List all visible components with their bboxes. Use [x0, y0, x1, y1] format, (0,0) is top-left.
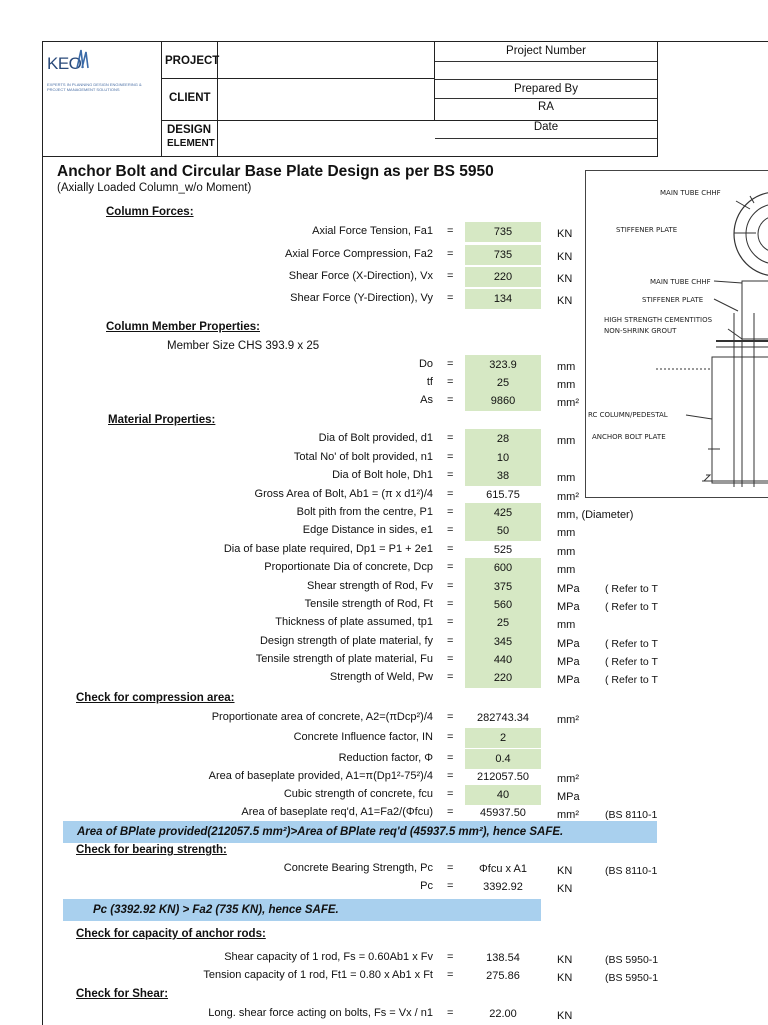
row-reference: ( Refer to T	[605, 583, 658, 595]
row-unit: mm, (Diameter)	[557, 509, 634, 521]
row-equals: =	[447, 376, 454, 388]
row-label: Long. shear force acting on bolts, Fs = Vx / n1	[208, 1007, 433, 1019]
row-unit: mm²	[557, 809, 579, 821]
row-equals: =	[447, 711, 454, 723]
row-unit: MPa	[557, 601, 580, 613]
row-equals: =	[447, 598, 454, 610]
row-computed-value: 615.75	[486, 489, 520, 501]
row-input-value[interactable]: 735	[465, 222, 541, 242]
calculation-sheet	[42, 41, 768, 1025]
row-equals: =	[447, 524, 454, 536]
row-label: Total No' of bolt provided, n1	[293, 451, 433, 463]
project-number-label: Project Number	[506, 45, 586, 57]
row-unit: mm²	[557, 773, 579, 785]
row-input-value[interactable]: 0.4	[465, 749, 541, 769]
row-input-value[interactable]: 25	[465, 373, 541, 393]
row-unit: KN	[557, 295, 573, 307]
row-label: Design strength of plate material, fy	[259, 635, 433, 647]
label-main-tube-1: MAIN TUBE CHHF	[660, 189, 721, 197]
row-equals: =	[447, 543, 454, 555]
row-unit: mm²	[557, 397, 579, 409]
title-block	[43, 42, 658, 157]
row-input-value[interactable]: 375	[465, 577, 541, 597]
logo-area	[43, 42, 162, 156]
row-reference: ( Refer to T	[605, 656, 658, 668]
design-label: DESIGN	[167, 124, 212, 136]
section-anchor-capacity: Check for capacity of anchor rods:	[76, 928, 266, 940]
row-reference: (BS 5950-1	[605, 954, 659, 966]
row-label: Proportionate Dia of concrete, Dcp	[264, 561, 433, 573]
row-unit: mm	[557, 619, 576, 631]
row-input-value[interactable]: 323.9	[465, 355, 541, 375]
row-input-value[interactable]: 2	[465, 728, 541, 748]
row-reference: ( Refer to T	[605, 601, 658, 613]
row-equals: =	[447, 1007, 454, 1019]
row-input-value[interactable]: 40	[465, 785, 541, 805]
label-grout-1: HIGH STRENGTH CEMENTITIOS	[604, 316, 713, 324]
row-label: Area of baseplate provided, A1=π(Dp1²-75²)/4	[208, 770, 433, 782]
row-label: Shear strength of Rod, Fv	[307, 580, 433, 592]
row-input-value[interactable]: 560	[465, 595, 541, 615]
row-label: Edge Distance in sides, e1	[302, 524, 433, 536]
label-grout-2: NON-SHRINK GROUT	[604, 327, 677, 335]
row-unit: KN	[557, 883, 573, 895]
section-member-properties: Column Member Properties:	[106, 321, 260, 333]
row-equals: =	[447, 635, 454, 647]
row-label: Tensile strength of plate material, Fu	[255, 653, 433, 665]
row-input-value[interactable]: 134	[465, 289, 541, 309]
row-input-value[interactable]: 50	[465, 521, 541, 541]
row-unit: KN	[557, 228, 573, 240]
row-equals: =	[447, 270, 454, 282]
area-check-banner: Area of BPlate provided(212057.5 mm²)>Area of BPlate req'd (45937.5 mm²), hence SAFE.	[63, 821, 657, 843]
label-stiffener-1: STIFFENER PLATE	[616, 226, 678, 234]
row-equals: =	[447, 862, 454, 874]
row-label: Bolt pith from the centre, P1	[296, 506, 433, 518]
row-computed-value: 525	[493, 544, 513, 556]
row-label: Tensile strength of Rod, Ft	[304, 598, 433, 610]
bearing-check-banner: Pc (3392.92 KN) > Fa2 (735 KN), hence SAFE.	[63, 899, 541, 921]
row-label: Strength of Weld, Pw	[329, 671, 433, 683]
row-input-value[interactable]: 220	[465, 267, 541, 287]
row-equals: =	[447, 394, 454, 406]
row-input-value[interactable]: 38	[465, 466, 541, 486]
row-equals: =	[447, 469, 454, 481]
prepared-by-value: RA	[538, 101, 554, 113]
row-unit: MPa	[557, 638, 580, 650]
row-label: Axial Force Tension, Fa1	[312, 225, 433, 237]
row-equals: =	[447, 752, 454, 764]
row-unit: KN	[557, 273, 573, 285]
row-input-value[interactable]: 9860	[465, 391, 541, 411]
row-input-value[interactable]: 735	[465, 245, 541, 265]
date-label: Date	[533, 121, 559, 133]
row-unit: mm²	[557, 491, 579, 503]
row-unit: KN	[557, 954, 573, 966]
row-equals: =	[447, 770, 454, 782]
row-equals: =	[447, 653, 454, 665]
row-equals: =	[447, 561, 454, 573]
client-label: CLIENT	[169, 92, 211, 104]
row-unit: mm	[557, 435, 576, 447]
row-unit: MPa	[557, 674, 580, 686]
row-label: As	[420, 394, 433, 406]
row-equals: =	[447, 616, 454, 628]
row-label: Cubic strength of concrete, fcu	[283, 788, 433, 800]
member-size: Member Size CHS 393.9 x 25	[167, 340, 320, 352]
row-input-value[interactable]: 345	[465, 632, 541, 652]
element-label: ELEMENT	[167, 138, 215, 149]
row-computed-value: 138.54	[486, 952, 520, 964]
row-equals: =	[447, 731, 454, 743]
row-label: Tension capacity of 1 rod, Ft1 = 0.80 x Ab1 x Ft	[203, 969, 433, 981]
project-label: PROJECT	[165, 55, 220, 67]
row-equals: =	[447, 292, 454, 304]
row-input-value[interactable]: 425	[465, 503, 541, 523]
label-pedestal: RC COLUMN/PEDESTAL	[588, 411, 668, 419]
page-title: Anchor Bolt and Circular Base Plate Design as per BS 5950	[57, 163, 494, 180]
row-reference: (BS 8110-1	[605, 809, 658, 821]
row-equals: =	[447, 806, 454, 818]
row-input-value[interactable]: 600	[465, 558, 541, 578]
label-anchor-plate: ANCHOR BOLT PLATE	[592, 433, 666, 441]
section-bearing-strength: Check for bearing strength:	[76, 844, 227, 856]
row-unit: mm	[557, 527, 576, 539]
row-equals: =	[447, 358, 454, 370]
keo-logo-mark-icon	[75, 48, 91, 70]
section-column-forces: Column Forces:	[106, 206, 194, 218]
row-label: Shear Force (X-Direction), Vx	[288, 270, 433, 282]
label-stiffener-2: STIFFENER PLATE	[642, 296, 704, 304]
row-computed-value: 3392.92	[483, 881, 523, 893]
row-unit: KN	[557, 865, 573, 877]
base-plate-detail-drawing	[585, 170, 768, 498]
row-unit: KN	[557, 1010, 573, 1022]
row-unit: mm²	[557, 714, 579, 726]
logo-tagline: EXPERTS IN PLANNING DESIGN ENGINEERING & PROJECT MANAGEMENT SOLUTIONS	[47, 82, 142, 92]
row-unit: mm	[557, 472, 576, 484]
row-label: Pc	[420, 880, 433, 892]
row-equals: =	[447, 580, 454, 592]
row-equals: =	[447, 788, 454, 800]
row-label: Dia of base plate required, Dp1 = P1 + 2e1	[223, 543, 433, 555]
row-label: Thickness of plate assumed, tp1	[275, 616, 433, 628]
row-equals: =	[447, 451, 454, 463]
row-computed-value: 45937.50	[480, 807, 526, 819]
section-shear: Check for Shear:	[76, 988, 169, 1000]
row-label: Dia of Bolt hole, Dh1	[332, 469, 433, 481]
row-unit: mm	[557, 564, 576, 576]
row-label: Axial Force Compression, Fa2	[285, 248, 433, 260]
row-reference: ( Refer to T	[605, 638, 658, 650]
row-equals: =	[447, 488, 454, 500]
row-label: Reduction factor, Φ	[338, 752, 433, 764]
row-input-value[interactable]: 28	[465, 429, 541, 449]
row-computed-value: 282743.34	[477, 712, 529, 724]
row-label: tf	[426, 376, 433, 388]
row-computed-value: 22.00	[489, 1008, 517, 1020]
row-label: Area of baseplate req'd, A1=Fa2/(Φfcu)	[241, 806, 433, 818]
row-equals: =	[447, 432, 454, 444]
row-equals: =	[447, 225, 454, 237]
row-computed-value: 212057.50	[477, 771, 529, 783]
row-input-value[interactable]: 220	[465, 668, 541, 688]
row-unit: MPa	[557, 583, 580, 595]
row-reference: (BS 8110-1	[605, 865, 658, 877]
row-unit: KN	[557, 251, 573, 263]
row-computed-value: Φfcu x A1	[479, 863, 527, 875]
row-label: Shear Force (Y-Direction), Vy	[290, 292, 433, 304]
keo-logo: KEO	[47, 54, 82, 73]
section-compression-area: Check for compression area:	[76, 692, 235, 704]
row-computed-value: 275.86	[486, 970, 520, 982]
row-label: Do	[418, 358, 433, 370]
row-label: Gross Area of Bolt, Ab1 = (π x d1²)/4	[254, 488, 433, 500]
row-input-value[interactable]: 10	[465, 448, 541, 468]
row-unit: MPa	[557, 656, 580, 668]
row-unit: KN	[557, 972, 573, 984]
page-subtitle: (Axially Loaded Column_w/o Moment)	[57, 182, 252, 194]
row-unit: mm	[557, 361, 576, 373]
row-unit: mm	[557, 379, 576, 391]
row-equals: =	[447, 969, 454, 981]
row-reference: (BS 5950-1	[605, 972, 659, 984]
row-label: Dia of Bolt provided, d1	[318, 432, 433, 444]
section-material-properties: Material Properties:	[108, 414, 216, 426]
row-equals: =	[447, 248, 454, 260]
row-unit: MPa	[557, 791, 580, 803]
row-input-value[interactable]: 25	[465, 613, 541, 633]
row-unit: mm	[557, 546, 576, 558]
row-reference: ( Refer to T	[605, 674, 658, 686]
prepared-by-label: Prepared By	[514, 83, 578, 95]
label-main-tube-2: MAIN TUBE CHHF	[650, 278, 711, 286]
row-equals: =	[447, 506, 454, 518]
row-equals: =	[447, 951, 454, 963]
row-equals: =	[447, 671, 454, 683]
row-label: Shear capacity of 1 rod, Fs = 0.60Ab1 x Fv	[224, 951, 433, 963]
row-label: Concrete Influence factor, IN	[293, 731, 433, 743]
row-label: Concrete Bearing Strength, Pc	[283, 862, 433, 874]
row-input-value[interactable]: 440	[465, 650, 541, 670]
row-equals: =	[447, 880, 454, 892]
row-label: Proportionate area of concrete, A2=(πDcp²)/4	[211, 711, 433, 723]
